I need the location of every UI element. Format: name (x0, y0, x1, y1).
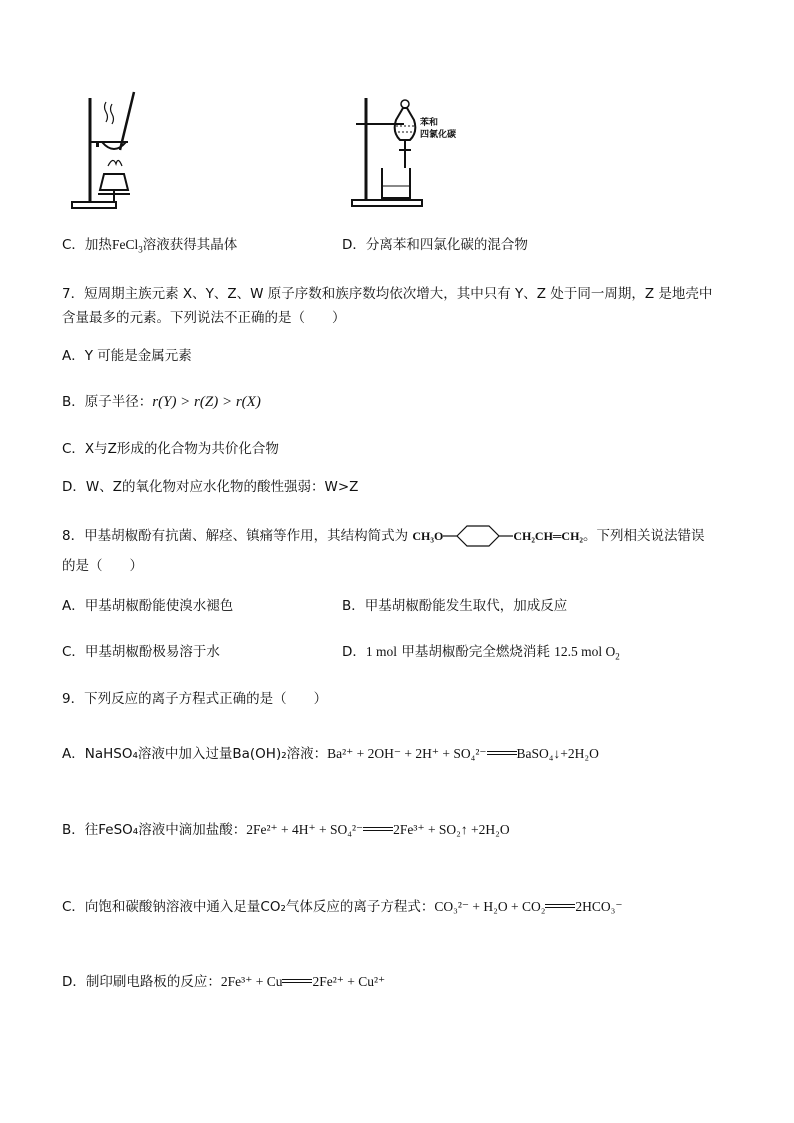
equals-sign-icon (282, 978, 312, 986)
q9-d-rhs: 2Fe²⁺ + Cu²⁺ (312, 974, 386, 989)
q8-option-b: B．甲基胡椒酚能发生取代，加成反应 (342, 598, 568, 614)
q9-b-rhs: 2Fe³⁺ + SO₂↑ +2H₂O (393, 822, 510, 837)
q6-c-sub: 3 (138, 244, 143, 255)
q7-option-c: C．X与Z形成的化合物为共价化合物 (62, 441, 279, 457)
q9-stem: 9．下列反应的离子方程式正确的是（ ） (62, 691, 328, 707)
q9-option-b (62, 820, 510, 840)
separatory-funnel-figure (348, 96, 428, 210)
q7-stem-line1: 7．短周期主族元素 X、Y、Z、W 原子序数和族序数均依次增大，其中只有 Y、Z 处于同一周期，Z 是地壳中 (62, 286, 713, 302)
q9-c-lhs: CO₃²⁻ + H₂O + CO₂ (434, 899, 546, 914)
q6-option-d: D．分离苯和四氯化碳的混合物 (342, 237, 528, 253)
q9-option-a (62, 744, 599, 764)
funnel-label-line2: 四氯化碳 (420, 130, 457, 140)
q8-d-mid: 甲基胡椒酚完全燃烧消耗 (397, 644, 555, 660)
structure-right-group: CH₂CH═CH₂ (513, 529, 584, 543)
q9-a-text: NaHSO₄溶液中加入过量Ba(OH)₂溶液： (84, 746, 328, 762)
q6-option-c (62, 235, 237, 260)
q9-a-rhs: BaSO₄↓+2H₂O (516, 746, 599, 761)
q6-c-prefix: C．加热 (62, 237, 112, 253)
q9-c-text: C．向饱和碳酸钠溶液中通入足量CO₂气体反应的离子方程式： (62, 899, 435, 915)
q8-d-sub: 2 (615, 651, 620, 662)
equals-sign-icon (363, 826, 393, 834)
q7-b-prefix: B．原子半径： (62, 394, 153, 410)
q8-stem-line2: 的是（ ） (62, 558, 143, 574)
q8-d-amount2: 12.5 mol O (554, 644, 616, 659)
methylchavicol-structure (412, 524, 583, 548)
funnel-label-line1: 苯和 (420, 118, 439, 128)
q9-c-rhs: 2HCO₃⁻ (575, 899, 623, 914)
q9-option-d (62, 972, 385, 992)
q7-option-d: D．W、Z的氧化物对应水化物的酸性强弱：W>Z (62, 479, 359, 495)
q9-b-lhs: 2Fe²⁺ + 4H⁺ + SO₄²⁻ (246, 822, 364, 837)
q9-b-text: FeSO₄溶液中滴加盐酸： (98, 822, 247, 838)
q8-option-c: C．甲基胡椒酚极易溶于水 (62, 644, 220, 660)
q7-stem-line2: 含量最多的元素。下列说法不正确的是（ ） (62, 310, 346, 326)
q9-b-prefix: B．往 (62, 822, 99, 838)
q9-option-c (62, 897, 623, 917)
q8-option-a: A．甲基胡椒酚能使溴水褪色 (62, 598, 234, 614)
benzene-ring-icon (443, 524, 513, 548)
structure-left-group: CH₃O (412, 529, 444, 543)
q9-d-lhs: 2Fe³⁺ + Cu (220, 974, 283, 989)
equals-sign-icon (487, 750, 517, 758)
q8-d-prefix: D． (342, 644, 366, 660)
q7-option-a: A．Y 可能是金属元素 (62, 348, 192, 364)
q8-option-d (342, 642, 620, 667)
q8-d-amount1: 1 mol (365, 644, 398, 659)
q6-c-formula: FeCl (111, 237, 139, 252)
q8-stem-line1 (62, 524, 705, 548)
q8-stem-prefix: 8．甲基胡椒酚有抗菌、解痉、镇痛等作用，其结构简式为 (62, 528, 409, 544)
q9-d-text: D．制印刷电路板的反应： (62, 974, 221, 990)
q7-b-expr: r(Y) > r(Z) > r(X) (152, 394, 261, 410)
evaporation-apparatus-figure (68, 90, 148, 212)
q7-option-b (62, 392, 261, 412)
q9-a-lhs: Ba²⁺ + 2OH⁻ + 2H⁺ + SO₄²⁻ (327, 746, 487, 761)
q8-stem-suffix: 。下列相关说法错误 (583, 528, 705, 544)
q6-c-suffix: 溶液获得其晶体 (142, 237, 238, 253)
q9-a-prefix: A． (62, 746, 85, 762)
equals-sign-icon (545, 903, 575, 911)
